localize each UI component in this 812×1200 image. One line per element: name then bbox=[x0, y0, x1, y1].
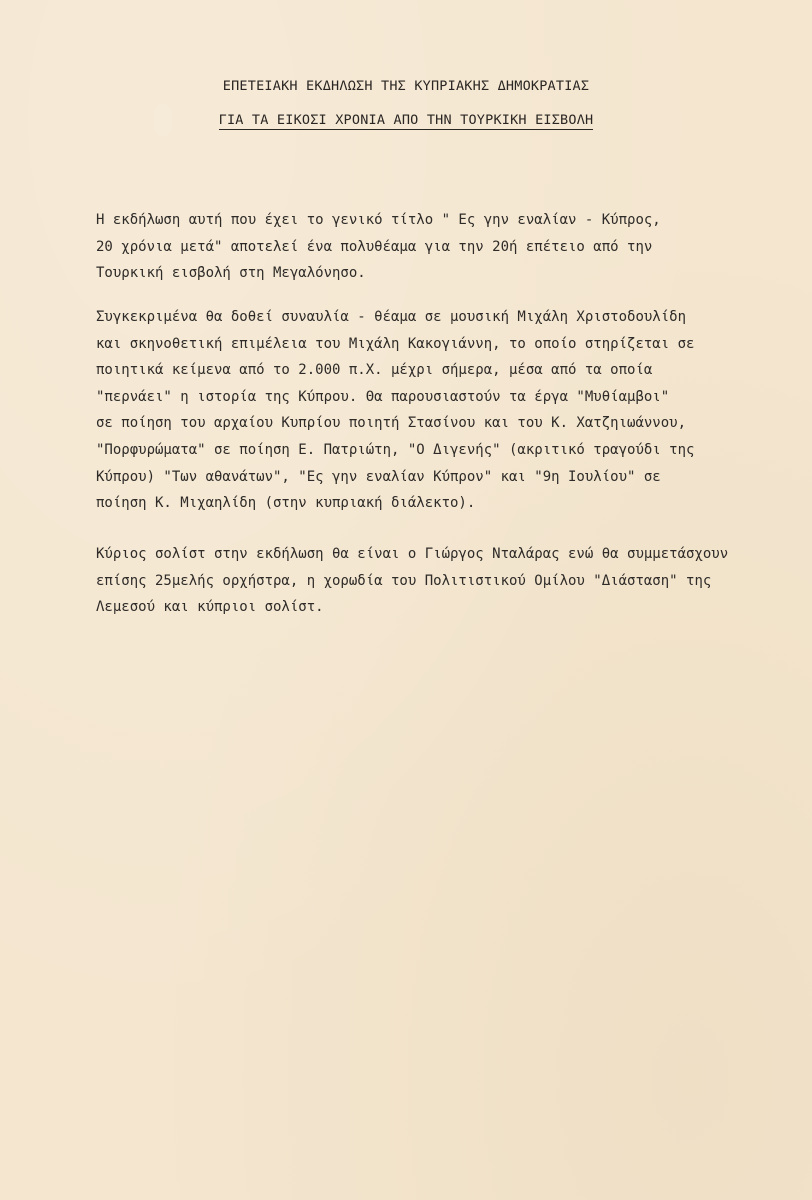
paragraph-line: ποιητικά κείμενα από το 2.000 π.Χ. μέχρι σήμερα, μέσα από τα οποία bbox=[96, 362, 653, 379]
paragraph-line: Κύριος σολίστ στην εκδήλωση θα είναι ο Γιώργος Νταλάρας ενώ θα συμμετάσχουν bbox=[96, 546, 729, 562]
paragraph-line: σε ποίηση του αρχαίου Κυπρίου ποιητή Στασίνου και του Κ. Χατζηιωάννου, bbox=[96, 415, 687, 432]
paragraph-line: Λεμεσού και κύπριοι σολίστ. bbox=[96, 599, 324, 616]
paragraph-line: Η εκδήλωση αυτή που έχει το γενικό τίτλο " Ες γην εναλίαν - Κύπρος, bbox=[96, 212, 661, 228]
paragraph-line: ποίηση Κ. Μιχαηλίδη (στην κυπριακή διάλεκτο). bbox=[96, 495, 476, 512]
paragraph-line: επίσης 25μελής ορχήστρα, η χορωδία του Πολιτιστικού Ομίλου "Διάσταση" της bbox=[96, 572, 712, 589]
paragraph-intro bbox=[96, 207, 786, 287]
document-title: ΕΠΕΤΕΙΑΚΗ ΕΚΔΗΛΩΣΗ ΤΗΣ ΚΥΠΡΙΑΚΗΣ ΔΗΜΟΚΡΑΤΙΑΣ bbox=[222, 78, 590, 94]
paragraph-line: Συγκεκριμένα θα δοθεί συναυλία - θέαμα σε μουσική Μιχάλη Χριστοδουλίδη bbox=[96, 309, 687, 325]
paragraph-performers bbox=[96, 541, 786, 621]
paragraph-line: Τουρκική εισβολή στη Μεγαλόνησο. bbox=[96, 265, 366, 282]
paragraph-line: Κύπρου) "Των αθανάτων", "Ες γην εναλίαν Κύπρον" και "9η Ιουλίου" σε bbox=[96, 468, 661, 485]
paragraph-line: "Πορφυρώματα" σε ποίηση Ε. Πατριώτη, "Ο Διγενής" (ακριτικό τραγούδι της bbox=[96, 441, 695, 458]
paragraph-line: και σκηνοθετική επιμέλεια του Μιχάλη Κακογιάννη, το οποίο στηρίζεται σε bbox=[96, 335, 695, 352]
document-subtitle bbox=[0, 112, 812, 128]
paragraph-program bbox=[96, 304, 786, 517]
paragraph-line: 20 χρόνια μετά" αποτελεί ένα πολυθέαμα για την 20ή επέτειο από την bbox=[96, 238, 653, 255]
paragraph-line: "περνάει" η ιστορία της Κύπρου. Θα παρουσιαστούν τα έργα "Μυθίαμβοι" bbox=[96, 388, 670, 405]
document-subtitle-text: ΓΙΑ ΤΑ ΕΙΚΟΣΙ ΧΡΟΝΙΑ ΑΠΟ ΤΗΝ ΤΟΥΡΚΙΚΗ ΕΙΣΒΟΛΗ bbox=[218, 112, 594, 128]
